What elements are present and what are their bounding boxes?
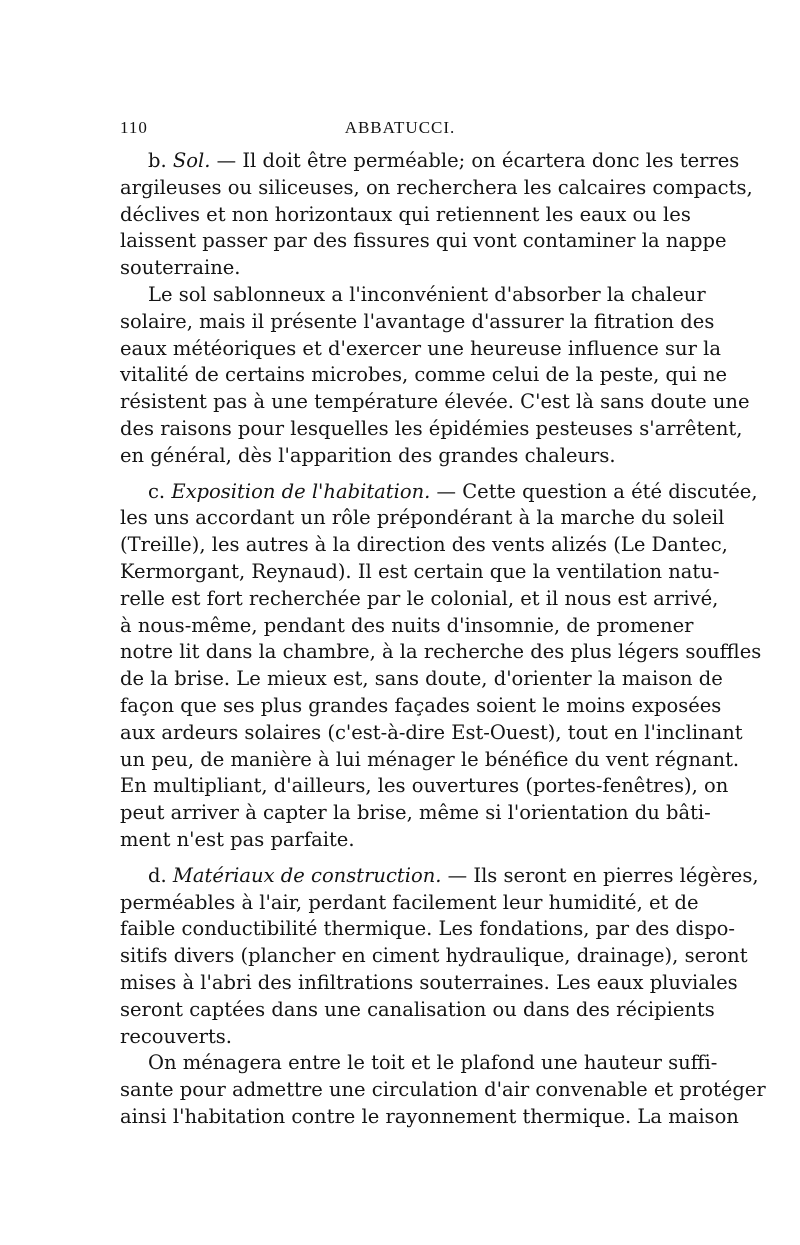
text-line: en général, dès l'apparition des grandes chaleurs. xyxy=(120,443,616,467)
text-line: seront captées dans une canalisation ou dans des récipients xyxy=(120,997,715,1021)
text-line: façon que ses plus grandes façades soient le moins exposées xyxy=(120,693,722,717)
text-line: Le sol sablonneux a l'inconvénient d'absorber la chaleur xyxy=(148,282,706,306)
text-line: On ménagera entre le toit et le plafond une hauteur suffi- xyxy=(148,1051,718,1075)
text-line: argileuses ou siliceuses, on recherchera les calcaires compacts, xyxy=(120,175,753,199)
text-line: notre lit dans la chambre, à la recherche des plus légers souffles xyxy=(120,640,762,664)
paragraph-sol-sablonneux xyxy=(120,282,750,470)
section-label: Exposition de l'habitation. xyxy=(171,479,431,503)
text-line: b. Sol. — Il doit être perméable; on écartera donc les terres xyxy=(148,149,740,172)
text-line: recouverts. xyxy=(120,1024,233,1048)
text-line: eaux météoriques et d'exercer une heureuse influence sur la xyxy=(120,336,721,360)
text-line: des raisons pour lesquelles les épidémies pesteuses s'arrêtent, xyxy=(120,416,743,440)
text-line: c. Exposition de l'habitation. — Cette question a été discutée, xyxy=(148,479,758,503)
text-line: peut arriver à capter la brise, même si l'orientation du bâti- xyxy=(120,801,711,825)
text-line: laissent passer par des fissures qui vont contaminer la nappe xyxy=(120,229,727,253)
text-line: perméables à l'air, perdant facilement leur humidité, et de xyxy=(120,890,699,914)
section-label: Matériaux de construction. xyxy=(172,863,442,887)
paragraph-sol xyxy=(120,148,753,282)
text-line: à nous-même, pendant des nuits d'insomnie, de promener xyxy=(120,613,694,637)
text-line: solaire, mais il présente l'avantage d'assurer la fitration des xyxy=(120,309,715,333)
paragraph-exposition xyxy=(120,479,762,854)
text-line: ment n'est pas parfaite. xyxy=(120,827,355,851)
text-line: d. Matériaux de construction. — Ils seront en pierres légères, xyxy=(148,863,759,887)
text-line: faible conductibilité thermique. Les fondations, par des dispo- xyxy=(120,917,736,941)
text-line: mises à l'abri des infiltrations souterraines. Les eaux pluviales xyxy=(120,970,738,994)
text-line: les uns accordant un rôle prépondérant à la marche du soleil xyxy=(120,506,725,530)
text-line: résistent pas à une température élevée. C'est là sans doute une xyxy=(120,390,750,414)
page-number: 110 xyxy=(120,118,148,137)
section-label: Sol. xyxy=(172,149,211,172)
text-line: aux ardeurs solaires (c'est-à-dire Est-Ouest), tout en l'inclinant xyxy=(120,720,743,744)
text-line: ainsi l'habitation contre le rayonnement thermique. La maison xyxy=(120,1104,739,1128)
text-line: un peu, de manière à lui ménager le bénéfice du vent régnant. xyxy=(120,747,740,771)
text-line: Kermorgant, Reynaud). Il est certain que la ventilation natu- xyxy=(120,559,720,583)
text-line: sante pour admettre une circulation d'air convenable et protéger xyxy=(120,1078,766,1102)
text-line: sitifs divers (plancher en ciment hydraulique, drainage), seront xyxy=(120,944,748,968)
text-line: de la brise. Le mieux est, sans doute, d'orienter la maison de xyxy=(120,667,723,691)
text-line: souterraine. xyxy=(120,256,241,280)
body-text xyxy=(120,148,766,1131)
page-header xyxy=(120,118,680,142)
paragraph-materiaux xyxy=(120,863,759,1051)
text-line: En multipliant, d'ailleurs, les ouvertures (portes-fenêtres), on xyxy=(120,774,729,798)
text-line: déclives et non horizontaux qui retiennent les eaux ou les xyxy=(120,202,691,226)
text-line: relle est fort recherchée par le colonial, et il nous est arrivé, xyxy=(120,586,719,610)
text-line: (Treille), les autres à la direction des vents alizés (Le Dantec, xyxy=(120,533,728,557)
paragraph-toit xyxy=(120,1050,766,1130)
running-head: ABBATUCCI. xyxy=(344,118,456,137)
text-line: vitalité de certains microbes, comme celui de la peste, qui ne xyxy=(120,363,728,387)
